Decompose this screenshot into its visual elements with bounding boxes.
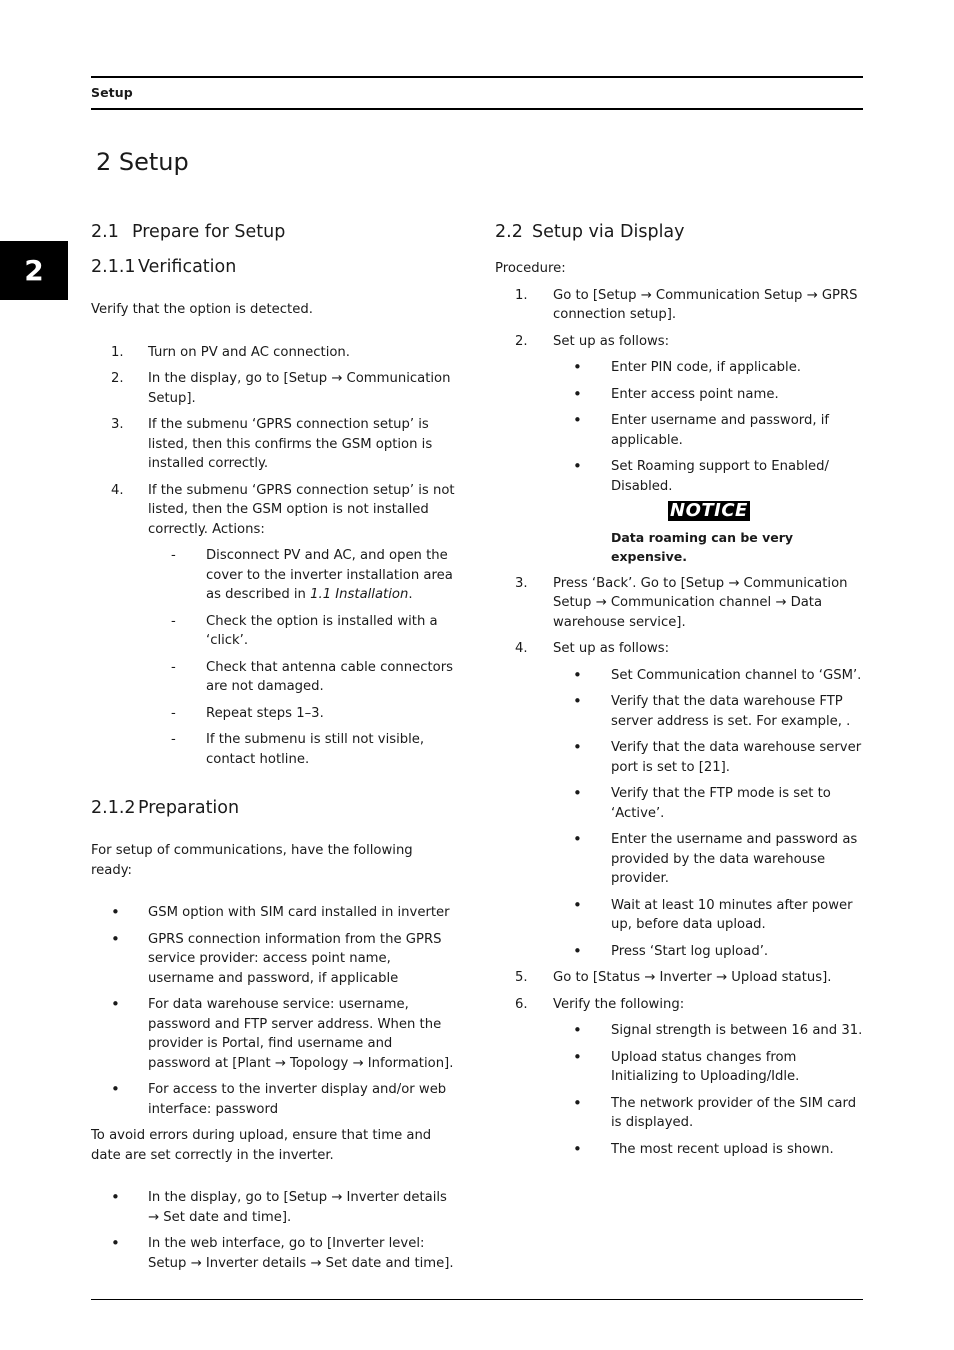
step-number: 1. <box>515 287 528 303</box>
list-item <box>495 968 863 988</box>
bullet-marker: • <box>573 665 582 684</box>
action-text: Check that antenna cable connectors are not damaged. <box>206 659 454 694</box>
notice-box <box>495 501 863 523</box>
list-item <box>495 411 863 450</box>
dash-marker: - <box>171 659 176 675</box>
step4-items <box>495 666 863 962</box>
bullet-marker: • <box>573 411 582 429</box>
step-number: 1. <box>111 344 124 360</box>
step-number: 5. <box>515 970 528 985</box>
step-text: Verify the following: <box>553 996 685 1012</box>
time-date-note: To avoid errors during upload, ensure that time and date are set correctly in the inverter. <box>91 1128 432 1163</box>
setup-steps-continued <box>495 574 863 659</box>
subsection-title: Preparation <box>138 798 240 818</box>
list-item <box>495 385 863 405</box>
list-item <box>91 546 455 605</box>
chapter-title: 2 Setup <box>96 148 189 176</box>
list-item <box>495 286 863 325</box>
action-text-end: . <box>408 587 413 602</box>
list-item <box>495 574 863 633</box>
step-number: 6. <box>515 996 528 1012</box>
list-item <box>495 457 863 496</box>
step-text: Press ‘Back’. Go to [Setup → Communication Setup → Communication channel → Data warehouse service]. <box>553 575 848 630</box>
chapter-tab: 2 <box>0 241 68 300</box>
verification-actions <box>91 546 455 769</box>
item-text: In the web interface, go to [Inverter level: Setup → Inverter details → Set date and time]. <box>148 1236 454 1271</box>
footer-rule <box>91 1299 863 1300</box>
notice-label: NOTICE <box>670 500 748 521</box>
subsection-heading-preparation <box>91 795 455 821</box>
list-item <box>495 1021 863 1041</box>
item-text: Press ‘Start log upload’. <box>611 943 769 959</box>
section-number: 2.1 <box>91 222 119 242</box>
list-item <box>91 903 455 923</box>
item-text: In the display, go to [Setup → Inverter details → Set date and time]. <box>148 1190 447 1225</box>
step-text: Go to [Status → Inverter → Upload status]. <box>553 970 832 985</box>
verification-steps <box>91 343 455 540</box>
list-item <box>91 995 455 1073</box>
step-number: 3. <box>515 575 528 591</box>
action-text: Disconnect PV and AC, and open the cover to the inverter installation area as described in <box>206 548 453 602</box>
step-text: If the submenu ‘GPRS connection setup’ is listed, then this confirms the GSM option is installed correctly. <box>148 417 433 471</box>
dash-marker: - <box>171 732 176 747</box>
bullet-marker: • <box>573 830 582 848</box>
bullet-marker: • <box>573 1047 582 1066</box>
list-item <box>495 995 863 1015</box>
section-heading-setup-display <box>495 219 863 245</box>
item-text: Verify that the data warehouse server port is set to [21]. <box>611 740 862 775</box>
list-item <box>495 666 863 686</box>
list-item <box>495 1048 863 1087</box>
bullet-marker: • <box>573 384 582 403</box>
list-item <box>495 692 863 731</box>
item-text: GPRS connection information from the GPRS service provider: access point name, username and password, if applicable <box>148 931 442 986</box>
step-number: 4. <box>515 641 528 656</box>
step6-items <box>495 1021 863 1159</box>
list-item <box>91 1080 455 1119</box>
item-text: Signal strength is between 16 and 31. <box>611 1023 863 1038</box>
list-item <box>91 704 455 724</box>
item-text: Enter access point name. <box>611 386 779 402</box>
item-text: Verify that the data warehouse FTP server address is set. For example, . <box>611 694 851 729</box>
step-number: 2. <box>111 371 124 386</box>
step-number: 2. <box>515 333 528 349</box>
list-item <box>495 1140 863 1160</box>
step-text: Set up as follows: <box>553 641 670 656</box>
preparation-items <box>91 903 455 1119</box>
list-item <box>495 942 863 962</box>
item-text: For access to the inverter display and/or web interface: password <box>148 1082 447 1117</box>
step-number: 4. <box>111 482 124 498</box>
list-item <box>495 896 863 935</box>
bullet-marker: • <box>573 1139 582 1158</box>
item-text: The network provider of the SIM card is displayed. <box>611 1095 857 1130</box>
bullet-marker: • <box>573 358 582 376</box>
list-item <box>91 343 455 363</box>
section-number: 2.2 <box>495 222 523 242</box>
action-text: Check the option is installed with a ‘click’. <box>206 613 438 648</box>
list-item <box>91 612 455 651</box>
bullet-marker: • <box>111 1080 120 1098</box>
item-text: Set Roaming support to Enabled/ Disabled. <box>611 459 829 494</box>
list-item <box>91 1188 455 1227</box>
bullet-marker: • <box>573 1093 582 1112</box>
dash-marker: - <box>171 705 176 721</box>
step-number: 3. <box>111 417 124 432</box>
list-item <box>91 1234 455 1273</box>
bullet-marker: • <box>573 457 582 475</box>
item-text: Upload status changes from Initializing to Uploading/Idle. <box>611 1049 800 1084</box>
bullet-marker: • <box>111 1234 120 1252</box>
bullet-marker: • <box>573 941 582 960</box>
header-top-rule <box>91 76 863 78</box>
step-text: In the display, go to [Setup → Communication Setup]. <box>148 371 451 406</box>
list-item <box>91 730 455 769</box>
procedure-label: Procedure: <box>495 261 566 276</box>
list-item <box>495 639 863 659</box>
list-item <box>495 332 863 352</box>
dash-marker: - <box>171 548 176 563</box>
step-text: Go to [Setup → Communication Setup → GPRS connection setup]. <box>553 287 858 322</box>
setup-steps-final <box>495 968 863 1014</box>
section-title: Setup via Display <box>532 222 685 242</box>
bullet-marker: • <box>573 1021 582 1039</box>
bullet-marker: • <box>573 895 582 914</box>
item-text: Set Communication channel to ‘GSM’. <box>611 667 862 683</box>
list-item <box>495 1094 863 1133</box>
left-column <box>91 219 455 1273</box>
section-heading-prepare <box>91 219 455 245</box>
dash-marker: - <box>171 613 176 629</box>
list-item <box>91 481 455 540</box>
item-text: For data warehouse service: username, password and FTP server address. When the provider is Portal, find username and password at [Plant → Topology → Information]. <box>148 997 454 1071</box>
setup-steps <box>495 286 863 352</box>
item-text: GSM option with SIM card installed in inverter <box>148 905 450 920</box>
list-item <box>91 930 455 989</box>
step-text: Turn on PV and AC connection. <box>148 344 350 360</box>
bullet-marker: • <box>111 1188 120 1206</box>
action-text: If the submenu is still not visible, contact hotline. <box>206 732 425 767</box>
running-header-title: Setup <box>91 85 133 100</box>
right-column <box>495 219 863 1159</box>
item-text: Verify that the FTP mode is set to ‘Active’. <box>611 786 831 821</box>
list-item <box>495 784 863 823</box>
item-text: Enter the username and password as provided by the data warehouse provider. <box>611 832 858 886</box>
list-item <box>495 830 863 889</box>
section-title: Prepare for Setup <box>132 222 286 242</box>
header-bottom-rule <box>91 108 863 110</box>
list-item <box>495 358 863 378</box>
bullet-marker: • <box>111 903 120 921</box>
bullet-marker: • <box>573 784 582 802</box>
preparation-intro: For setup of communications, have the following ready: <box>91 843 413 878</box>
bullet-marker: • <box>573 692 582 710</box>
step-text: Set up as follows: <box>553 333 670 349</box>
bullet-marker: • <box>573 738 582 756</box>
item-text: Enter PIN code, if applicable. <box>611 360 801 375</box>
item-text: Enter username and password, if applicable. <box>611 413 830 448</box>
subsection-number: 2.1.2 <box>91 798 136 818</box>
step-text: If the submenu ‘GPRS connection setup’ is not listed, then the GSM option is not installed correctly. Actions: <box>148 482 455 537</box>
item-text: Wait at least 10 minutes after power up, before data upload. <box>611 897 853 932</box>
list-item <box>91 369 455 408</box>
action-text: Repeat steps 1–3. <box>206 705 324 721</box>
subsection-number: 2.1.1 <box>91 257 136 277</box>
step2-items <box>495 358 863 496</box>
cross-reference: 1.1 Installation <box>310 587 409 602</box>
list-item <box>495 738 863 777</box>
bullet-marker: • <box>111 929 120 948</box>
bullet-marker: • <box>111 995 120 1013</box>
subsection-title: Verification <box>138 257 237 277</box>
item-text: The most recent upload is shown. <box>611 1141 834 1157</box>
list-item <box>91 415 455 474</box>
verification-intro: Verify that the option is detected. <box>91 302 313 317</box>
list-item <box>91 658 455 697</box>
time-date-items <box>91 1188 455 1273</box>
notice-text: Data roaming can be very expensive. <box>611 529 794 564</box>
subsection-heading-verification <box>91 254 455 280</box>
